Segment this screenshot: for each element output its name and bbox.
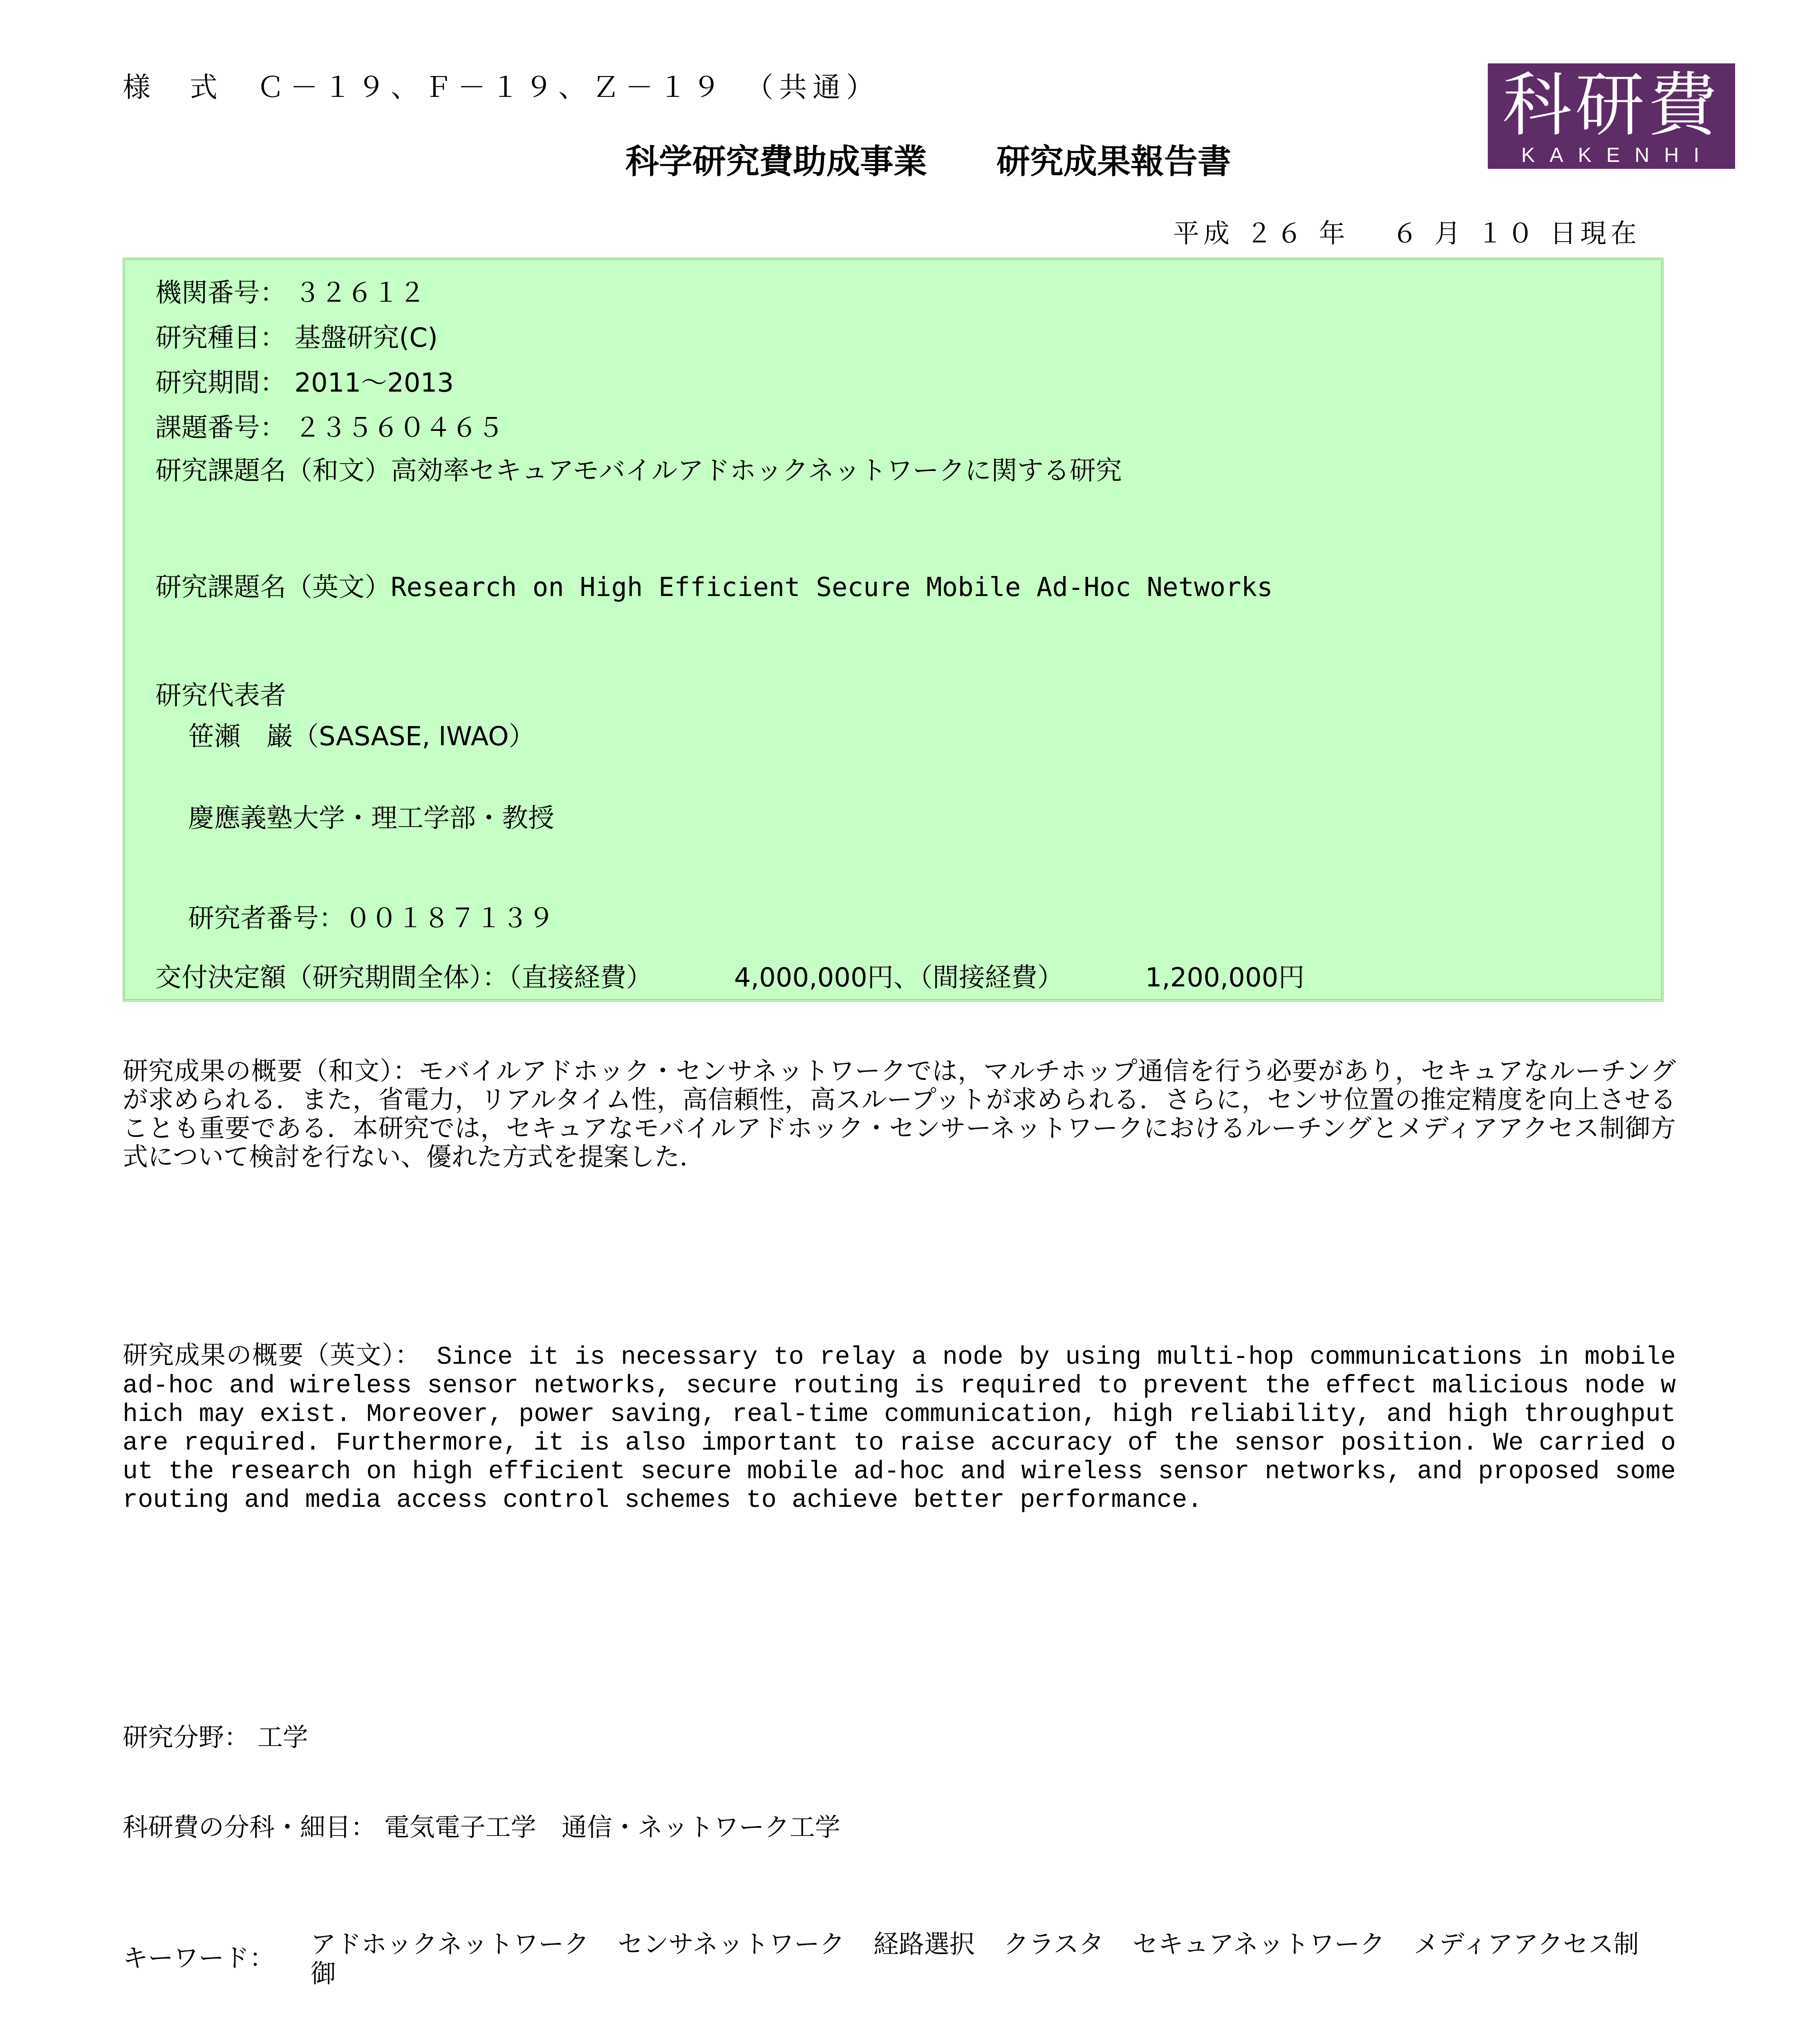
title-program: 科学研究費助成事業	[625, 142, 927, 181]
research-period: 研究期間： 2011～2013	[155, 368, 454, 398]
summary-japanese: 研究成果の概要（和文）：モバイルアドホック・センサネットワークでは，マルチホップ通信を行う必要があり，セキュアなルーチングが求められる．また，省電力，リアルタイム性，高信頼性，高スループットが求められる．さらに，センサ位置の推定精度を向上させることも重要である．本研究では，セキュアなモバイルアドホック・センサーネットワークにおけるルーチングとメディアアクセス制御方式について検討を行ない、優れた方式を提案した．	[123, 1056, 1676, 1172]
project-title-en-value: Research on High Efficient Secure Mobile Ad-Hoc Networks	[391, 572, 1273, 603]
researcher-number: 研究者番号：００１８７１３９	[188, 903, 554, 934]
keyword-item: センサネットワーク	[618, 1929, 845, 1959]
keyword-item: 経路選択	[873, 1929, 975, 1959]
research-category: 研究種目： 基盤研究(C)	[155, 323, 438, 353]
representative-name: 笹瀬 巌（SASASE, IWAO）	[188, 722, 535, 752]
research-field: 研究分野： 工学	[123, 1722, 308, 1752]
grant-indirect: 1,200,000円	[1145, 963, 1305, 993]
representative-affiliation: 慶應義塾大学・理工学部・教授	[188, 803, 554, 834]
grant-direct: 4,000,000円	[734, 963, 894, 993]
project-number: 課題番号： ２３５６０４６５	[155, 413, 504, 443]
project-title-en	[155, 566, 1273, 604]
project-title-ja-value: 高効率セキュアモバイルアドホックネットワークに関する研究	[391, 456, 1122, 486]
research-subfield: 科研費の分科・細目： 電気電子工学 通信・ネットワーク工学	[123, 1812, 840, 1842]
keyword-item: アドホックネットワーク	[311, 1929, 589, 1959]
logo-roman: KAKENHI	[1521, 143, 1714, 166]
project-title-ja	[155, 450, 1122, 487]
summary-english: 研究成果の概要（英文）： Since it is necessary to relay a node by using multi-hop communications in mobile ad-hoc and wireless sensor networks, secure routing is required to prevent the effect malicious node which may exist. Moreover, power saving, real-time communication, high reliability, and high throughput are required. Furthermore, it is also important to raise accuracy of the sensor position. We carried out the research on high efficient secure mobile ad-hoc and wireless sensor networks, and proposed some routing and media access control schemes to achieve better performance.	[123, 1342, 1691, 1515]
keyword-item: セキュアネットワーク	[1133, 1929, 1385, 1959]
keyword-item: クラスタ	[1003, 1929, 1104, 1959]
form-code: 様 式 Ｃ－１９、Ｆ－１９、Ｚ－１９ （共通）	[123, 72, 880, 104]
grant-amount	[155, 957, 1304, 994]
project-title-ja-label: 研究課題名（和文）	[155, 456, 391, 486]
institution-number: 機関番号： ３２６１２	[155, 278, 426, 308]
kakenhi-logo	[1488, 63, 1735, 169]
logo-kanji: 科研費	[1502, 65, 1721, 146]
keywords-label: キーワード：	[123, 1943, 275, 1973]
project-title-en-label: 研究課題名（英文）	[155, 572, 391, 603]
document-title	[625, 135, 1231, 183]
report-date: 平成 ２６ 年 ６ 月 １０ 日現在	[1173, 219, 1641, 249]
representative-label: 研究代表者	[155, 681, 286, 711]
grant-label: 交付決定額（研究期間全体）：（直接経費）	[155, 963, 652, 993]
grant-separator: 、（間接経費）	[893, 963, 1064, 993]
keywords-list	[311, 1930, 1672, 1988]
title-report: 研究成果報告書	[997, 142, 1232, 181]
keyword-item: メディアアクセス制御	[311, 1929, 1639, 1988]
